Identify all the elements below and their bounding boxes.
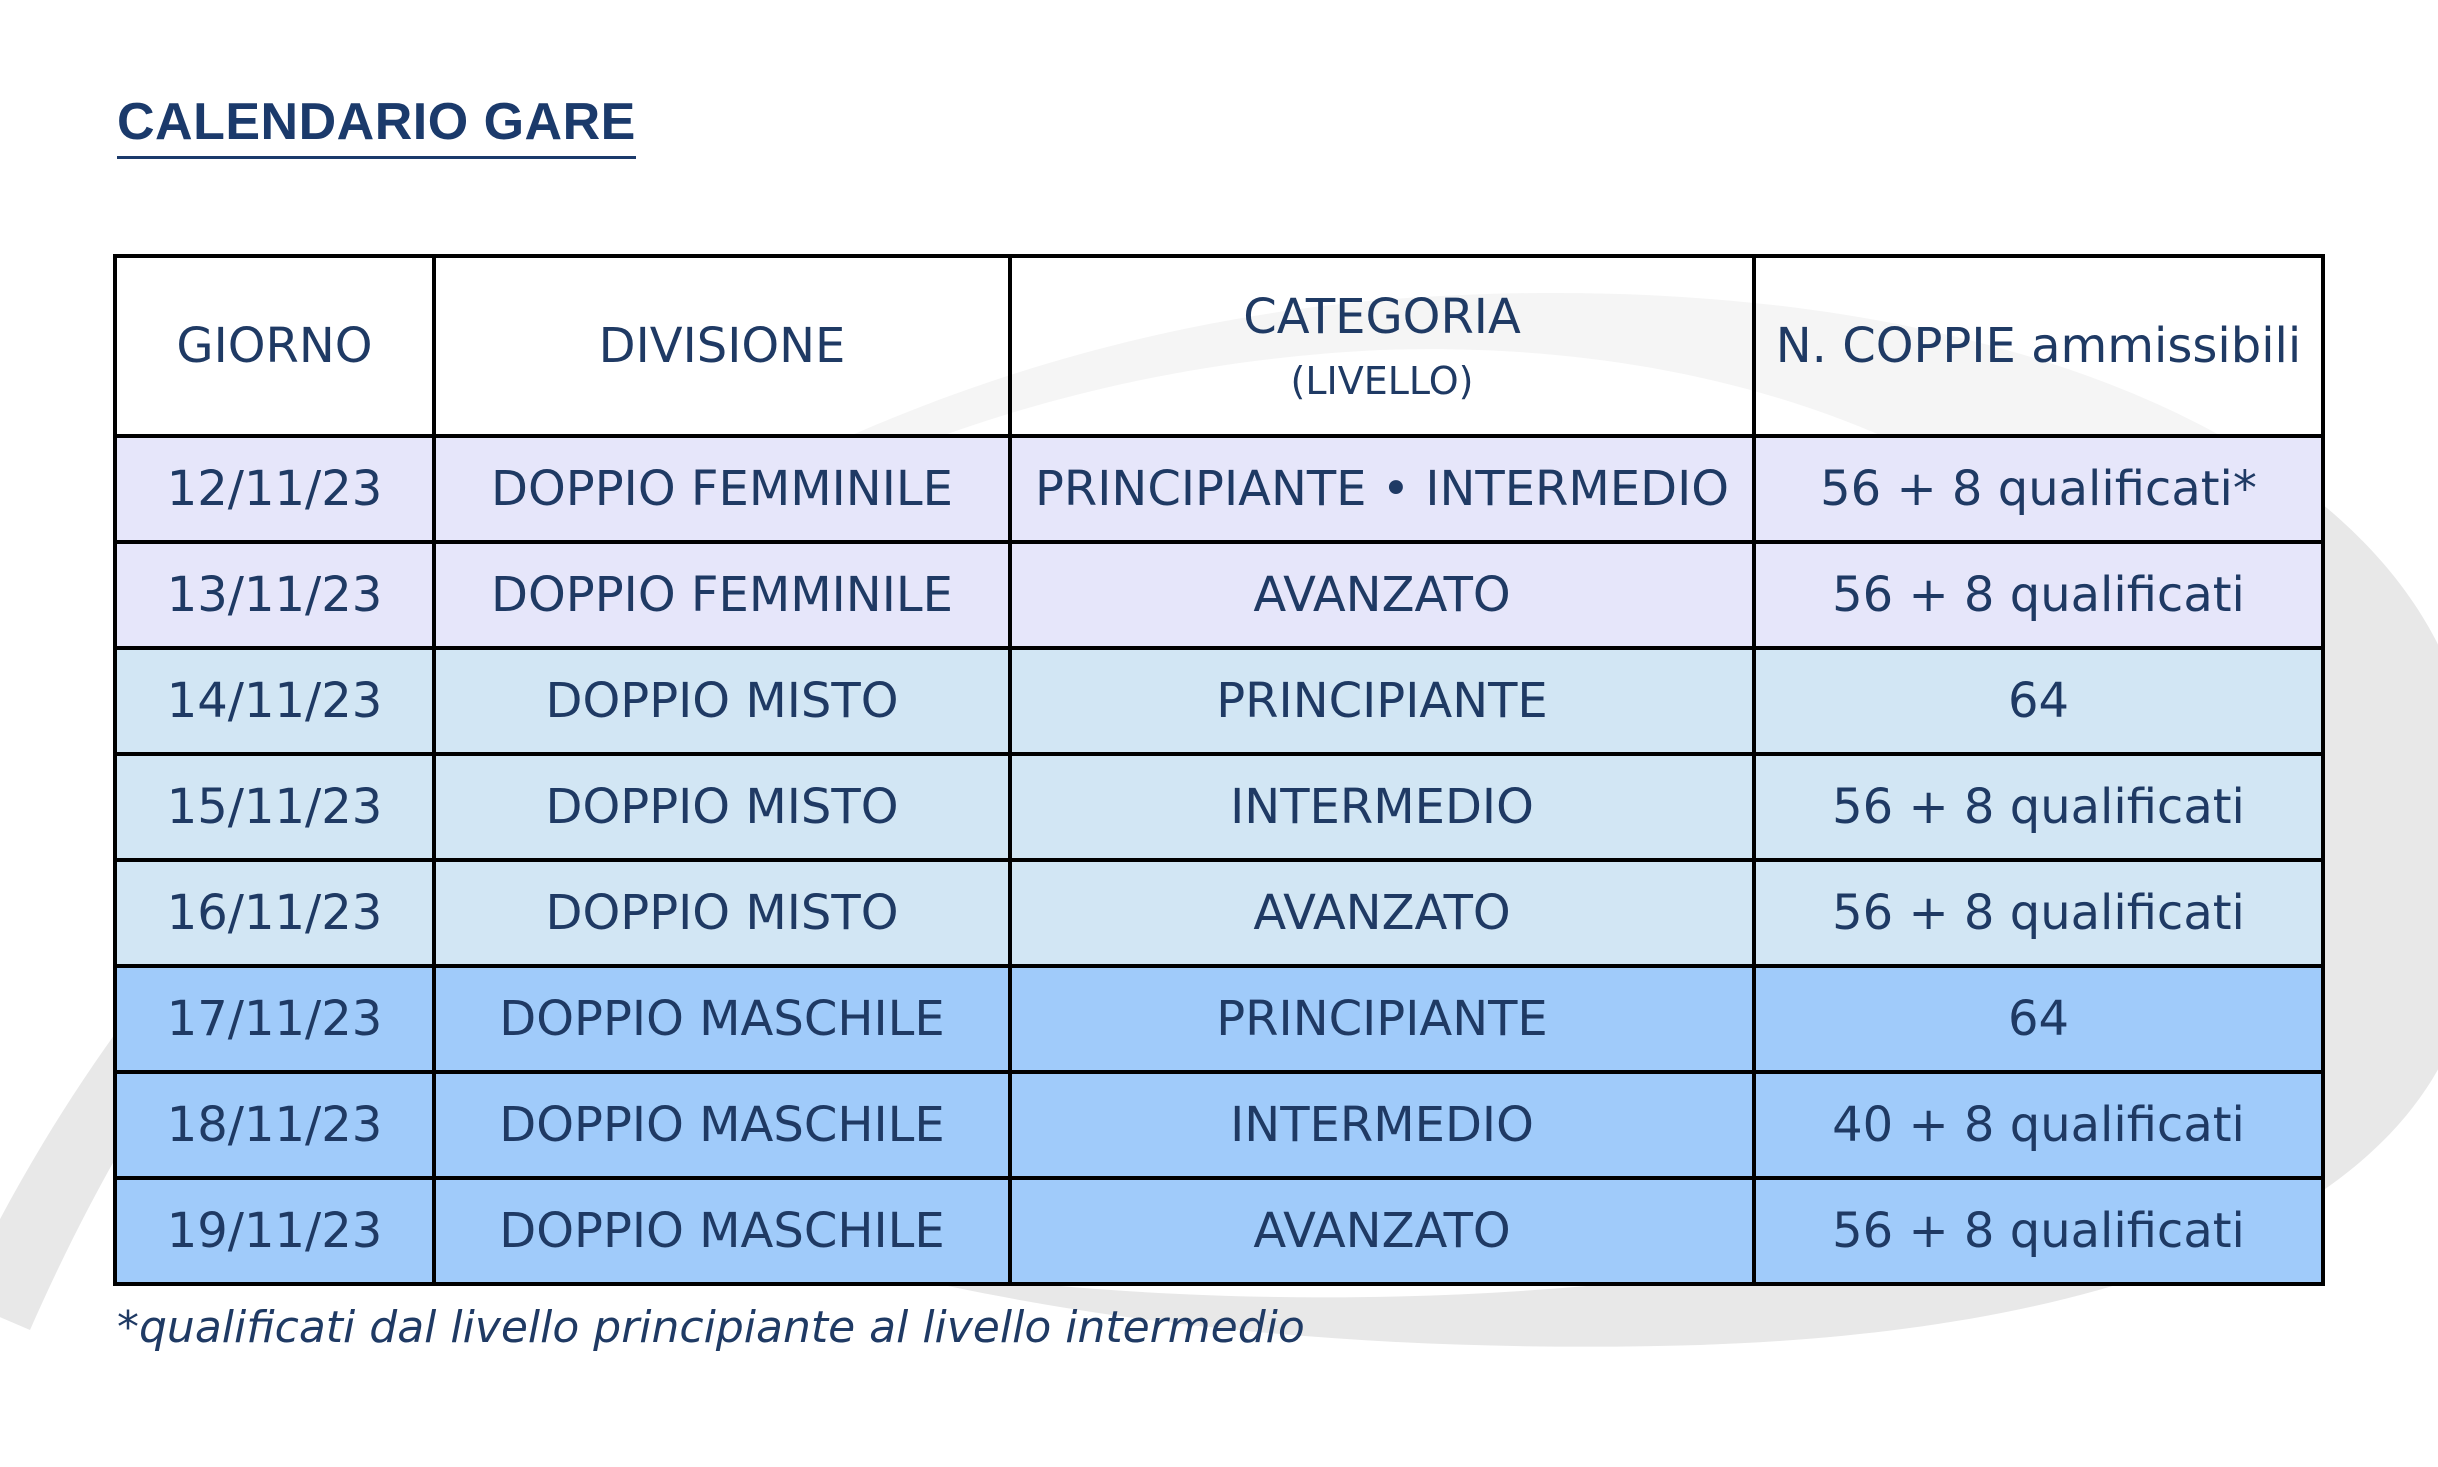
cell-divisione: DOPPIO MASCHILE bbox=[434, 1178, 1010, 1284]
table-row bbox=[115, 1072, 2323, 1178]
cell-coppie: 56 + 8 qualificati bbox=[1754, 860, 2323, 966]
cell-categoria: AVANZATO bbox=[1010, 1178, 1754, 1284]
cell-giorno: 17/11/23 bbox=[115, 966, 434, 1072]
cell-giorno: 13/11/23 bbox=[115, 542, 434, 648]
cell-coppie: 64 bbox=[1754, 966, 2323, 1072]
cell-giorno: 18/11/23 bbox=[115, 1072, 434, 1178]
header-categoria-sublabel: (LIVELLO) bbox=[1290, 359, 1474, 403]
cell-coppie: 56 + 8 qualificati bbox=[1754, 1178, 2323, 1284]
cell-categoria: INTERMEDIO bbox=[1010, 1072, 1754, 1178]
schedule-table-container bbox=[113, 254, 2321, 1286]
cell-divisione: DOPPIO FEMMINILE bbox=[434, 542, 1010, 648]
cell-divisione: DOPPIO MISTO bbox=[434, 860, 1010, 966]
cell-giorno: 14/11/23 bbox=[115, 648, 434, 754]
header-divisione: DIVISIONE bbox=[434, 256, 1010, 436]
header-coppie: N. COPPIE ammissibili bbox=[1754, 256, 2323, 436]
table-row bbox=[115, 542, 2323, 648]
cell-categoria: PRINCIPIANTE bbox=[1010, 966, 1754, 1072]
cell-divisione: DOPPIO MASCHILE bbox=[434, 966, 1010, 1072]
cell-categoria: AVANZATO bbox=[1010, 860, 1754, 966]
cell-coppie: 56 + 8 qualificati* bbox=[1754, 436, 2323, 542]
cell-divisione: DOPPIO MISTO bbox=[434, 754, 1010, 860]
cell-giorno: 15/11/23 bbox=[115, 754, 434, 860]
cell-divisione: DOPPIO FEMMINILE bbox=[434, 436, 1010, 542]
table-row bbox=[115, 754, 2323, 860]
table-row bbox=[115, 966, 2323, 1072]
table-row bbox=[115, 648, 2323, 754]
cell-coppie: 56 + 8 qualificati bbox=[1754, 542, 2323, 648]
cell-categoria: INTERMEDIO bbox=[1010, 754, 1754, 860]
table-header-row bbox=[115, 256, 2323, 436]
cell-categoria: PRINCIPIANTE bbox=[1010, 648, 1754, 754]
cell-giorno: 16/11/23 bbox=[115, 860, 434, 966]
table-row bbox=[115, 1178, 2323, 1284]
cell-giorno: 19/11/23 bbox=[115, 1178, 434, 1284]
cell-coppie: 56 + 8 qualificati bbox=[1754, 754, 2323, 860]
page-title: CALENDARIO GARE bbox=[117, 92, 636, 159]
header-categoria-label: CATEGORIA bbox=[1243, 289, 1521, 345]
table-row bbox=[115, 860, 2323, 966]
header-giorno: GIORNO bbox=[115, 256, 434, 436]
cell-giorno: 12/11/23 bbox=[115, 436, 434, 542]
table-row bbox=[115, 436, 2323, 542]
cell-categoria: PRINCIPIANTE • INTERMEDIO bbox=[1010, 436, 1754, 542]
cell-divisione: DOPPIO MASCHILE bbox=[434, 1072, 1010, 1178]
schedule-table bbox=[113, 254, 2325, 1286]
cell-coppie: 64 bbox=[1754, 648, 2323, 754]
cell-coppie: 40 + 8 qualificati bbox=[1754, 1072, 2323, 1178]
header-categoria bbox=[1010, 256, 1754, 436]
footnote: *qualificati dal livello principiante al livello intermedio bbox=[117, 1302, 1305, 1353]
cell-categoria: AVANZATO bbox=[1010, 542, 1754, 648]
cell-divisione: DOPPIO MISTO bbox=[434, 648, 1010, 754]
